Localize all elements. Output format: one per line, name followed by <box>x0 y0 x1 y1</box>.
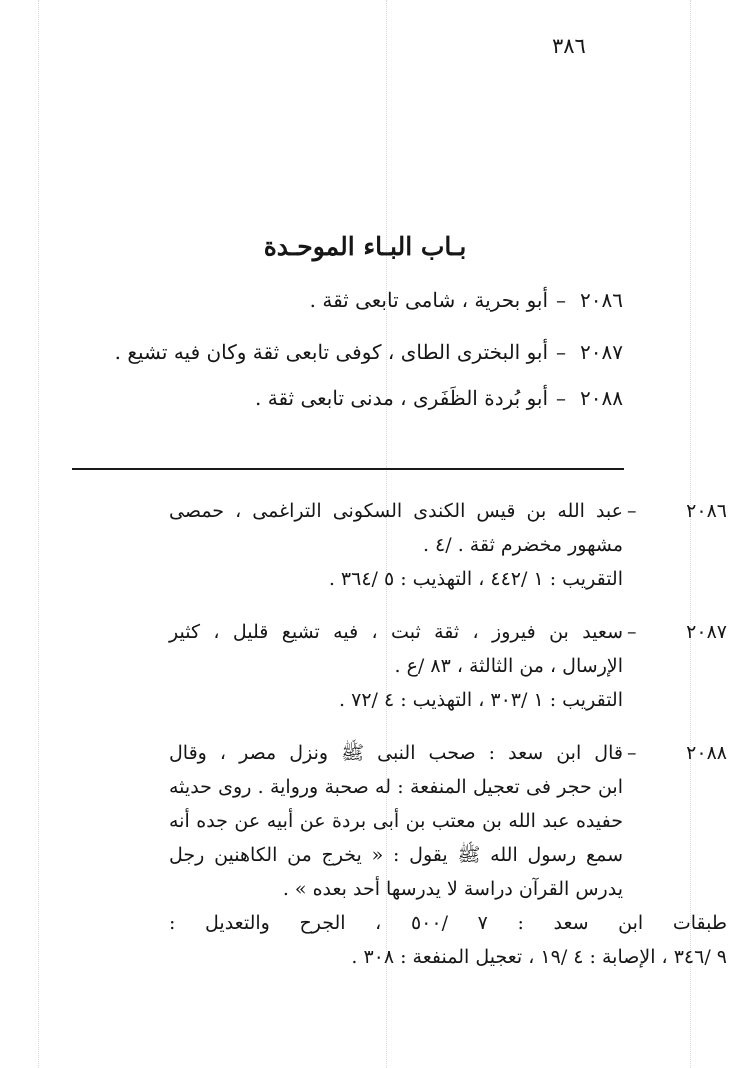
footnote-number: ٢٠٨٨ – <box>627 742 727 764</box>
footnote-line: سمع رسول الله ﷺ يقول : « يخرج من الكاهنين رجل <box>169 844 623 866</box>
entry-number: ٢٠٨٨ <box>580 386 623 410</box>
page-number: ٣٨٦ <box>552 34 586 58</box>
chapter-title: بـاب البـاء الموحـدة <box>263 232 467 261</box>
footnote-number: ٢٠٨٦ – <box>627 500 727 522</box>
footnote-line: ٢٠٨٧ – سعيد بن فيروز ، ثقة ثبت ، فيه تشيع قليل ، كثير <box>169 615 623 649</box>
entry-text: أبو البخترى الطاى ، كوفى تابعى ثقة وكان فيه تشيع . <box>114 340 549 364</box>
entry-number: ٢٠٨٦ <box>580 288 623 312</box>
footnote-line: مشهور مخضرم ثقة . /٤ . <box>422 534 623 556</box>
footnote-line: الإرسال ، من الثالثة ، ٨٣ /ع . <box>394 655 623 677</box>
entry-2088 <box>63 384 623 412</box>
entry-text: أبو بُردة الظَفَرى ، مدنى تابعى ثقة . <box>255 386 549 410</box>
footnote-line: ٩ /٣٤٦ ، الإصابة : ٤ /١٩ ، تعجيل المنفعة : ٣٠٨ . <box>351 946 727 968</box>
footnote-line: ابن حجر فى تعجيل المنفعة : له صحبة ورواية . روى حديثه <box>169 776 623 798</box>
footnote-number: ٢٠٨٧ – <box>627 621 727 643</box>
footnote-divider <box>72 468 624 470</box>
footnote-line: ٢٠٨٨ – قال ابن سعد : صحب النبى ﷺ ونزل مصر ، وقال <box>169 736 623 770</box>
footnote-line: التقريب : ١ /٣٠٣ ، التهذيب : ٤ /٧٢ . <box>339 689 623 711</box>
footnote-line: يدرس القرآن دراسة لا يدرسها أحد بعده » . <box>282 878 623 900</box>
scan-artifact-line <box>38 0 39 1068</box>
entry-dash: – <box>556 386 567 410</box>
footnote-2087 <box>169 615 727 717</box>
entry-2086 <box>63 286 623 314</box>
entry-2087 <box>63 338 623 366</box>
footnote-line: طبقات ابن سعد : ٧ /٥٠٠ ، الجرح والتعديل : <box>169 912 727 934</box>
entry-dash: – <box>556 340 567 364</box>
footnote-2088 <box>169 736 727 974</box>
entry-text: أبو بحرية ، شامى تابعى ثقة . <box>309 288 549 312</box>
footnote-line: حفيده عبد الله بن معتب بن أبى بردة عن أبيه عن جده أنه <box>169 810 623 832</box>
footnote-line: التقريب : ١ /٤٤٢ ، التهذيب : ٥ /٣٦٤ . <box>328 568 623 590</box>
footnote-line: ٢٠٨٦ – عبد الله بن قيس الكندى السكونى التراغمى ، حمصى <box>169 494 623 528</box>
entry-number: ٢٠٨٧ <box>580 340 623 364</box>
footnote-2086 <box>169 494 727 596</box>
entry-dash: – <box>556 288 567 312</box>
